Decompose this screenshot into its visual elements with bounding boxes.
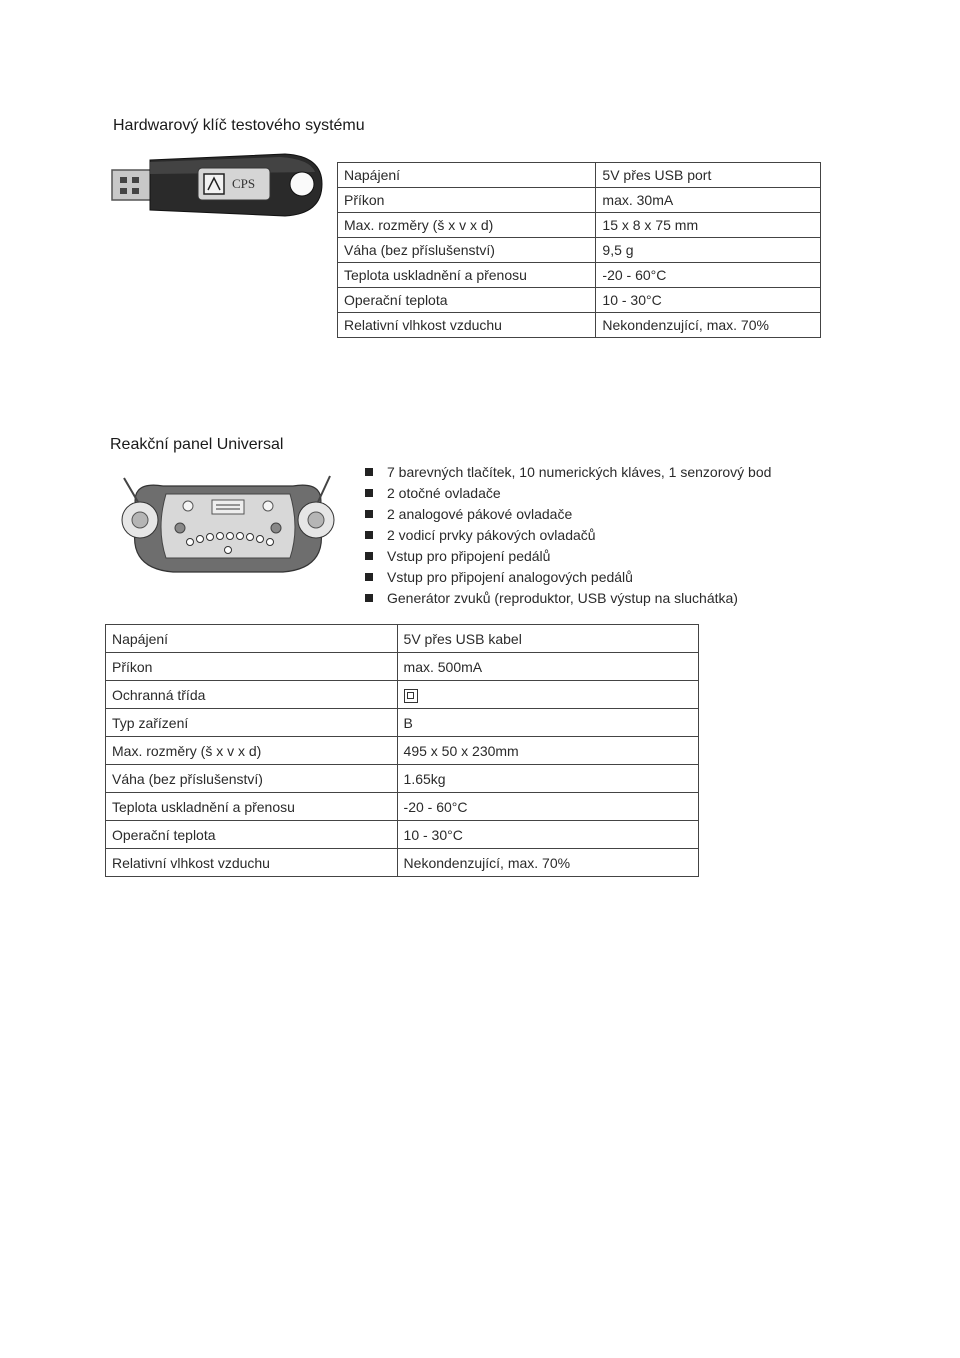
list-item-text: Vstup pro připojení pedálů: [387, 548, 551, 564]
spec-value: Nekondenzující, max. 70%: [397, 849, 698, 877]
spec-value: 15 x 8 x 75 mm: [596, 213, 821, 238]
panel-spec-table: [105, 624, 699, 877]
bullet-icon: [365, 552, 373, 560]
response-panel-image: [108, 458, 348, 588]
table-row: [106, 765, 699, 793]
table-row: [338, 288, 821, 313]
spec-label: Váha (bez příslušenství): [338, 238, 596, 263]
spec-label: Váha (bez příslušenství): [106, 765, 398, 793]
spec-value: 10 - 30°C: [596, 288, 821, 313]
bullet-icon: [365, 489, 373, 497]
usb-dongle-image: [110, 148, 325, 223]
list-item: [365, 483, 771, 504]
list-item-text: 2 analogové pákové ovladače: [387, 506, 573, 522]
dongle-spec-table: [337, 162, 821, 338]
table-row: [338, 163, 821, 188]
table-row: [106, 681, 699, 709]
spec-label: Příkon: [106, 653, 398, 681]
spec-value: 5V přes USB port: [596, 163, 821, 188]
spec-value: 9,5 g: [596, 238, 821, 263]
feature-list: [365, 462, 771, 609]
spec-value: B: [397, 709, 698, 737]
spec-label: Relativní vlhkost vzduchu: [106, 849, 398, 877]
spec-label: Teplota uskladnění a přenosu: [106, 793, 398, 821]
bullet-icon: [365, 510, 373, 518]
list-item-text: 2 otočné ovladače: [387, 485, 501, 501]
class-ii-double-insulation-icon: [404, 689, 418, 703]
list-item: [365, 504, 771, 525]
table-row: [338, 188, 821, 213]
spec-label: Typ zařízení: [106, 709, 398, 737]
list-item-text: 7 barevných tlačítek, 10 numerických kláves, 1 senzorový bod: [387, 464, 772, 480]
spec-label: Operační teplota: [338, 288, 596, 313]
spec-label: Napájení: [338, 163, 596, 188]
list-item-text: Generátor zvuků (reproduktor, USB výstup na sluchátka): [387, 590, 738, 606]
list-item: [365, 588, 771, 609]
spec-value: 5V přes USB kabel: [397, 625, 698, 653]
spec-label: Příkon: [338, 188, 596, 213]
list-item: [365, 462, 771, 483]
spec-value: max. 30mA: [596, 188, 821, 213]
spec-value: [397, 681, 698, 709]
spec-label: Max. rozměry (š x v x d): [338, 213, 596, 238]
spec-value: -20 - 60°C: [397, 793, 698, 821]
spec-value: Nekondenzující, max. 70%: [596, 313, 821, 338]
spec-label: Relativní vlhkost vzduchu: [338, 313, 596, 338]
spec-label: Max. rozměry (š x v x d): [106, 737, 398, 765]
list-item: [365, 525, 771, 546]
table-row: [106, 793, 699, 821]
spec-label: Operační teplota: [106, 821, 398, 849]
spec-value: 1.65kg: [397, 765, 698, 793]
table-row: [106, 737, 699, 765]
bullet-icon: [365, 468, 373, 476]
spec-value: max. 500mA: [397, 653, 698, 681]
list-item-text: 2 vodicí prvky pákových ovladačů: [387, 527, 596, 543]
section1-title: Hardwarový klíč testového systému: [113, 117, 365, 134]
spec-label: Ochranná třída: [106, 681, 398, 709]
section2-title: Reakční panel Universal: [110, 436, 284, 453]
spec-value: -20 - 60°C: [596, 263, 821, 288]
table-row: [338, 238, 821, 263]
list-item: [365, 567, 771, 588]
list-item: [365, 546, 771, 567]
spec-label: Napájení: [106, 625, 398, 653]
spec-label: Teplota uskladnění a přenosu: [338, 263, 596, 288]
table-row: [106, 849, 699, 877]
table-row: [106, 625, 699, 653]
table-row: [338, 213, 821, 238]
table-row: [338, 263, 821, 288]
dongle-logo-text: CPS: [232, 176, 256, 191]
table-row: [106, 821, 699, 849]
spec-value: 10 - 30°C: [397, 821, 698, 849]
table-row: [106, 653, 699, 681]
bullet-icon: [365, 573, 373, 581]
bullet-icon: [365, 594, 373, 602]
spec-value: 495 x 50 x 230mm: [397, 737, 698, 765]
bullet-icon: [365, 531, 373, 539]
table-row: [338, 313, 821, 338]
list-item-text: Vstup pro připojení analogových pedálů: [387, 569, 633, 585]
table-row: [106, 709, 699, 737]
